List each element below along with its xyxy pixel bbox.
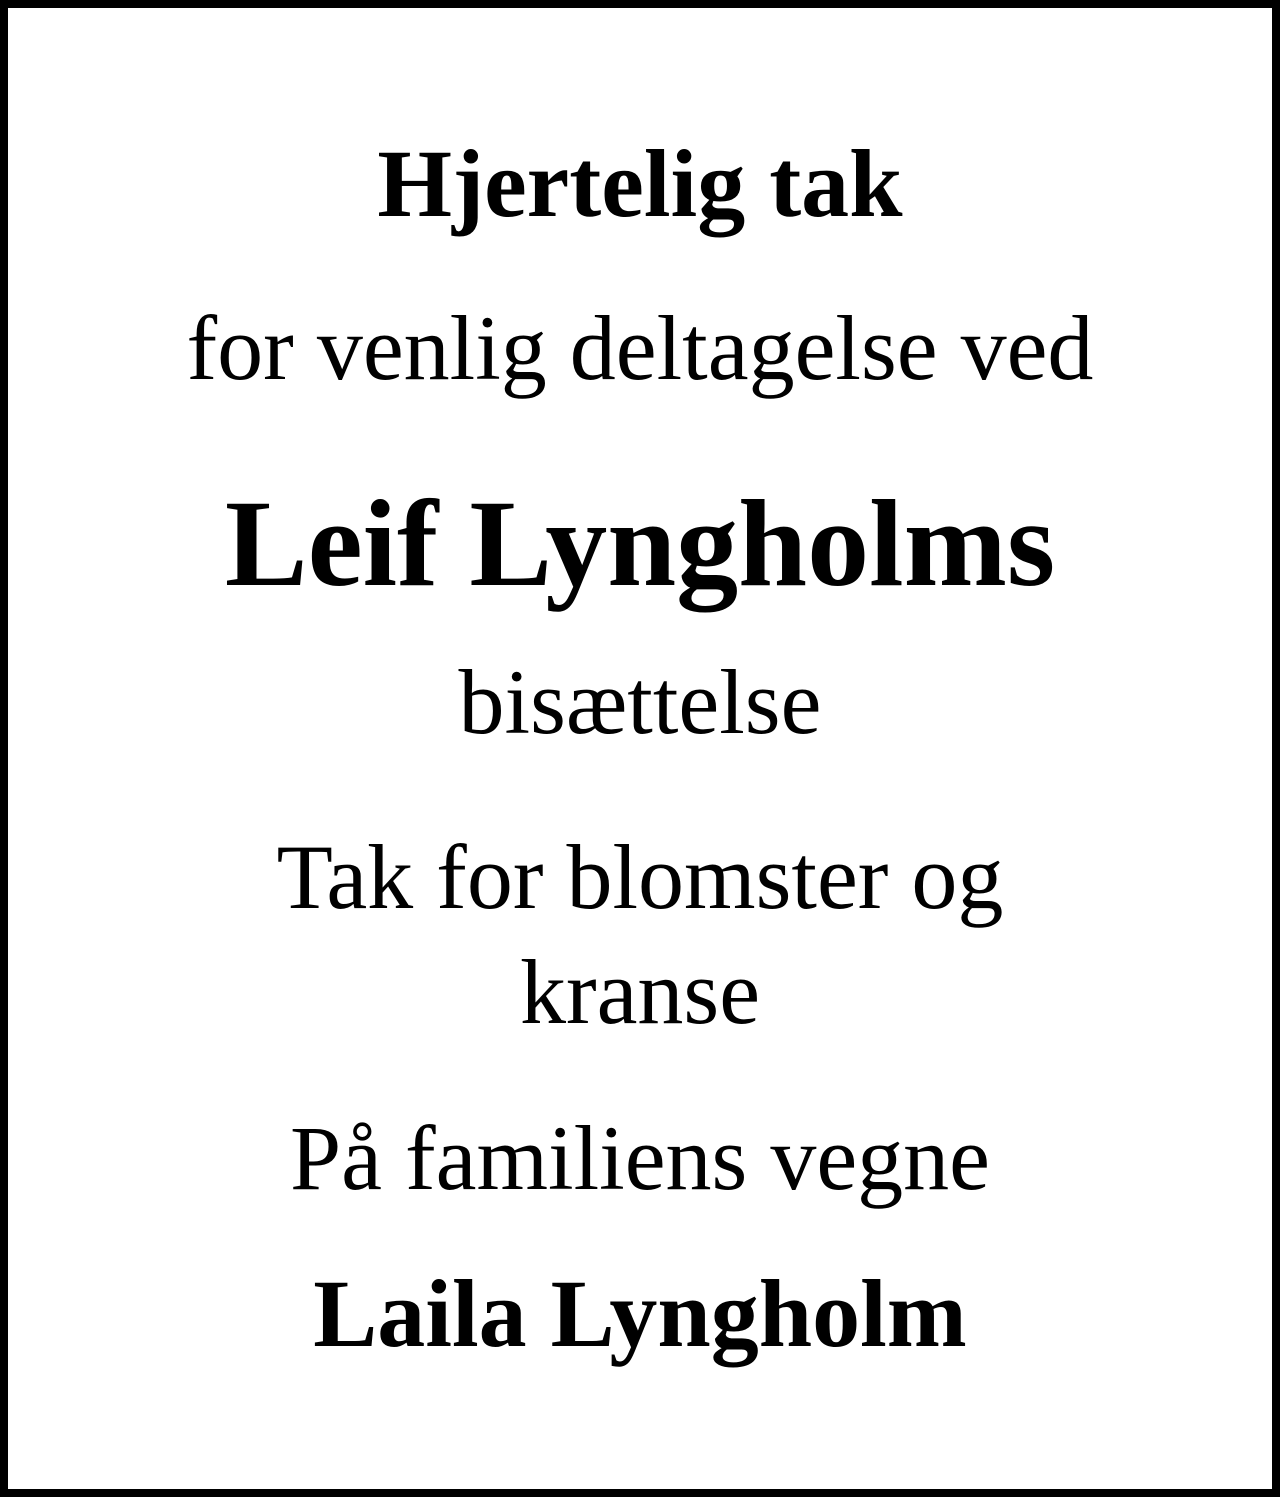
flowers-thanks-line-1: Tak for blomster og bbox=[276, 826, 1004, 928]
flowers-thanks bbox=[8, 820, 1272, 1050]
deceased-name: Leif Lyngholms bbox=[224, 475, 1056, 612]
signature-name: Laila Lyngholm bbox=[313, 1260, 967, 1367]
notice-heading: Hjertelig tak bbox=[377, 130, 903, 237]
family-signoff: På familiens vegne bbox=[289, 1107, 991, 1209]
ceremony-type: bisættelse bbox=[458, 651, 822, 753]
flowers-thanks-line-2: kranse bbox=[519, 941, 761, 1043]
participation-text: for venlig deltagelse ved bbox=[186, 297, 1094, 399]
